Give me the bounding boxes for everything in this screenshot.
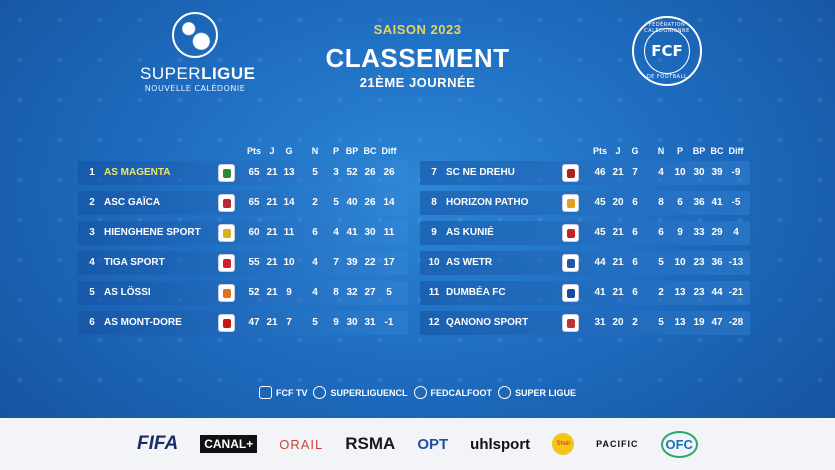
stat-bp: 52 bbox=[346, 167, 358, 178]
standing-row bbox=[78, 161, 408, 185]
stat-n: 4 bbox=[312, 257, 318, 268]
header bbox=[0, 22, 835, 90]
stat-n: 6 bbox=[312, 227, 318, 238]
stat-p: 9 bbox=[677, 227, 683, 238]
federation-logo bbox=[632, 16, 702, 86]
federation-logo-top: FÉDÉRATION CALÉDONIENNE bbox=[644, 22, 690, 34]
team-crest-icon bbox=[562, 194, 579, 212]
federation-logo-center: FCF bbox=[644, 28, 690, 74]
stat-j: 20 bbox=[612, 317, 624, 328]
standing-row bbox=[78, 251, 408, 275]
stat-bc: 44 bbox=[711, 287, 723, 298]
standing-row bbox=[420, 221, 750, 245]
federation-logo-bottom: DE FOOTBALL bbox=[646, 74, 688, 80]
stat-pts: 52 bbox=[248, 287, 260, 298]
stat-p: 4 bbox=[333, 227, 339, 238]
social-link[interactable] bbox=[259, 386, 308, 399]
stat-diff: -9 bbox=[731, 167, 741, 178]
logo-ligue: LIGUE bbox=[201, 64, 256, 83]
stat-n: 5 bbox=[312, 317, 318, 328]
stat-pts: 65 bbox=[248, 197, 260, 208]
stat-pts: 60 bbox=[248, 227, 260, 238]
stat-p: 13 bbox=[674, 317, 686, 328]
stat-p: 10 bbox=[674, 257, 686, 268]
sponsor-logo-orail: ORAIL bbox=[279, 436, 324, 452]
team-name: AS MONT-DORE bbox=[104, 317, 182, 328]
stat-j: 21 bbox=[612, 227, 624, 238]
standings-table-left bbox=[78, 143, 408, 341]
logo-subtitle: NOUVELLE CALÉDONIE bbox=[144, 84, 246, 93]
stat-g: 2 bbox=[632, 317, 638, 328]
team-crest-icon bbox=[218, 284, 235, 302]
stat-bc: 29 bbox=[711, 227, 723, 238]
rank: 6 bbox=[89, 317, 95, 328]
column-header-diff: Diff bbox=[728, 146, 744, 156]
column-header-n: N bbox=[311, 146, 319, 156]
rank: 8 bbox=[431, 197, 437, 208]
stat-n: 4 bbox=[658, 167, 664, 178]
stat-n: 4 bbox=[312, 287, 318, 298]
team-name: HORIZON PATHO bbox=[446, 197, 529, 208]
standing-row bbox=[420, 311, 750, 335]
stat-g: 6 bbox=[632, 227, 638, 238]
column-header-pts: Pts bbox=[246, 146, 261, 156]
column-header-bp: BP bbox=[345, 146, 359, 156]
team-crest-icon bbox=[218, 164, 235, 182]
stat-diff: 14 bbox=[383, 197, 395, 208]
stat-bc: 26 bbox=[364, 197, 376, 208]
stat-n: 5 bbox=[312, 167, 318, 178]
team-name: QANONO SPORT bbox=[446, 317, 529, 328]
team-name: ASC GAÏCA bbox=[104, 197, 161, 208]
standing-row bbox=[420, 281, 750, 305]
stat-g: 11 bbox=[283, 227, 295, 238]
stat-bc: 36 bbox=[711, 257, 723, 268]
column-header-g: G bbox=[285, 146, 293, 156]
team-crest-icon bbox=[218, 314, 235, 332]
stat-diff: -21 bbox=[728, 287, 744, 298]
rank: 3 bbox=[89, 227, 95, 238]
stat-p: 9 bbox=[333, 317, 339, 328]
stat-p: 8 bbox=[333, 287, 339, 298]
stat-bp: 19 bbox=[693, 317, 705, 328]
table-header bbox=[78, 143, 408, 161]
stat-pts: 55 bbox=[248, 257, 260, 268]
stat-p: 10 bbox=[674, 167, 686, 178]
stat-pts: 46 bbox=[594, 167, 606, 178]
stat-diff: 17 bbox=[383, 257, 395, 268]
stat-g: 7 bbox=[632, 167, 638, 178]
sponsor-logo-canal: CANAL+ bbox=[200, 435, 257, 453]
stat-diff: 11 bbox=[383, 227, 395, 238]
team-crest-icon bbox=[562, 314, 579, 332]
team-name: AS WETR bbox=[446, 257, 493, 268]
column-header-g: G bbox=[631, 146, 639, 156]
youtube-icon bbox=[259, 386, 272, 399]
stat-p: 5 bbox=[333, 197, 339, 208]
team-crest-icon bbox=[218, 194, 235, 212]
stat-j: 21 bbox=[612, 287, 624, 298]
stat-pts: 41 bbox=[594, 287, 606, 298]
stat-bc: 26 bbox=[364, 167, 376, 178]
stat-g: 10 bbox=[283, 257, 295, 268]
stat-bc: 41 bbox=[711, 197, 723, 208]
table-header bbox=[420, 143, 750, 161]
stat-n: 6 bbox=[658, 227, 664, 238]
stat-diff: -1 bbox=[384, 317, 394, 328]
sponsor-logo-pacific: PACIFIC bbox=[596, 439, 639, 449]
season-label: SAISON 2023 bbox=[373, 22, 462, 37]
stat-n: 8 bbox=[658, 197, 664, 208]
sponsor-logo-rsma: RSMA bbox=[345, 434, 396, 453]
column-header-n: N bbox=[657, 146, 665, 156]
web-icon bbox=[414, 386, 427, 399]
sponsor-logo-uhl: uhlsport bbox=[470, 435, 531, 453]
standings-table-right bbox=[420, 143, 750, 341]
column-header-bp: BP bbox=[692, 146, 706, 156]
rank: 1 bbox=[89, 167, 95, 178]
stat-g: 7 bbox=[286, 317, 292, 328]
rank: 2 bbox=[89, 197, 95, 208]
stat-j: 21 bbox=[266, 227, 278, 238]
stat-bp: 30 bbox=[693, 167, 705, 178]
team-name: TIGA SPORT bbox=[104, 257, 165, 268]
standing-row bbox=[78, 281, 408, 305]
stat-g: 6 bbox=[632, 257, 638, 268]
team-crest-icon bbox=[562, 254, 579, 272]
stat-bp: 41 bbox=[346, 227, 358, 238]
stat-j: 21 bbox=[612, 257, 624, 268]
stat-p: 13 bbox=[674, 287, 686, 298]
stat-j: 21 bbox=[266, 197, 278, 208]
rank: 5 bbox=[89, 287, 95, 298]
stat-diff: 26 bbox=[383, 167, 395, 178]
stat-bc: 30 bbox=[364, 227, 376, 238]
stat-bp: 23 bbox=[693, 257, 705, 268]
stat-diff: -13 bbox=[728, 257, 744, 268]
sponsor-logo-fifa: FIFA bbox=[137, 433, 179, 454]
stat-j: 21 bbox=[266, 317, 278, 328]
team-name: SC NE DREHU bbox=[446, 167, 515, 178]
rank: 4 bbox=[89, 257, 95, 268]
standing-row bbox=[78, 311, 408, 335]
stat-bp: 23 bbox=[693, 287, 705, 298]
team-name: AS KUNIÉ bbox=[446, 227, 494, 238]
social-label: SUPER LIGUE bbox=[515, 387, 577, 398]
standing-row bbox=[420, 191, 750, 215]
stat-n: 5 bbox=[658, 257, 664, 268]
social-links bbox=[0, 386, 835, 401]
stat-pts: 44 bbox=[594, 257, 606, 268]
standing-row bbox=[420, 161, 750, 185]
rank: 12 bbox=[428, 317, 440, 328]
stat-n: 2 bbox=[312, 197, 318, 208]
team-name: AS MAGENTA bbox=[104, 167, 171, 178]
sponsor-logo-ofc: OFC bbox=[661, 431, 698, 458]
standing-row bbox=[78, 191, 408, 215]
stat-pts: 45 bbox=[594, 197, 606, 208]
stat-bp: 39 bbox=[346, 257, 358, 268]
page-title: CLASSEMENT bbox=[325, 43, 510, 73]
stat-pts: 31 bbox=[594, 317, 606, 328]
column-header-pts: Pts bbox=[592, 146, 607, 156]
column-header-j: J bbox=[615, 146, 621, 156]
stat-g: 14 bbox=[283, 197, 295, 208]
sponsor-logo-opt: OPT bbox=[417, 435, 449, 453]
team-name: HIENGHENE SPORT bbox=[104, 227, 201, 238]
team-name: AS LÖSSI bbox=[104, 287, 151, 298]
stat-bc: 22 bbox=[364, 257, 376, 268]
stat-g: 13 bbox=[283, 167, 295, 178]
stat-g: 6 bbox=[632, 287, 638, 298]
stat-n: 5 bbox=[658, 317, 664, 328]
stat-bc: 47 bbox=[711, 317, 723, 328]
stat-bp: 32 bbox=[346, 287, 358, 298]
logo-super: SUPER bbox=[140, 64, 202, 83]
rank: 10 bbox=[428, 257, 440, 268]
stat-bp: 36 bbox=[693, 197, 705, 208]
column-header-p: P bbox=[676, 146, 683, 156]
stat-j: 21 bbox=[266, 287, 278, 298]
stat-p: 3 bbox=[333, 167, 339, 178]
social-link[interactable] bbox=[414, 386, 493, 399]
social-label: FEDCALFOOT bbox=[430, 387, 492, 398]
instagram-icon bbox=[313, 386, 326, 399]
stat-bp: 33 bbox=[693, 227, 705, 238]
team-crest-icon bbox=[562, 164, 579, 182]
social-link[interactable] bbox=[498, 386, 576, 399]
stat-bc: 31 bbox=[364, 317, 376, 328]
stat-bc: 27 bbox=[364, 287, 376, 298]
stat-pts: 47 bbox=[248, 317, 260, 328]
facebook-icon bbox=[498, 386, 511, 399]
column-header-p: P bbox=[332, 146, 339, 156]
stat-p: 6 bbox=[677, 197, 683, 208]
stat-pts: 65 bbox=[248, 167, 260, 178]
team-name: DUMBÉA FC bbox=[446, 287, 506, 298]
rank: 7 bbox=[431, 167, 437, 178]
column-header-bc: BC bbox=[710, 146, 724, 156]
rank: 11 bbox=[428, 287, 440, 298]
sponsor-bar bbox=[0, 418, 835, 470]
column-header-j: J bbox=[269, 146, 275, 156]
stat-bp: 30 bbox=[346, 317, 358, 328]
stat-diff: 5 bbox=[386, 287, 392, 298]
social-label: FCF TV bbox=[275, 387, 308, 398]
stat-j: 21 bbox=[612, 167, 624, 178]
standing-row bbox=[420, 251, 750, 275]
column-header-diff: Diff bbox=[381, 146, 397, 156]
stat-p: 7 bbox=[333, 257, 339, 268]
stat-pts: 45 bbox=[594, 227, 606, 238]
standing-row bbox=[78, 221, 408, 245]
stat-j: 21 bbox=[266, 167, 278, 178]
stat-g: 6 bbox=[632, 197, 638, 208]
team-crest-icon bbox=[218, 254, 235, 272]
team-crest-icon bbox=[562, 224, 579, 242]
stat-j: 20 bbox=[612, 197, 624, 208]
sponsor-logo-shell: Shell bbox=[552, 433, 574, 455]
page-subtitle: 21ÈME JOURNÉE bbox=[359, 75, 476, 90]
rank: 9 bbox=[431, 227, 437, 238]
team-crest-icon bbox=[218, 224, 235, 242]
team-crest-icon bbox=[562, 284, 579, 302]
stat-j: 21 bbox=[266, 257, 278, 268]
stat-diff: -28 bbox=[728, 317, 744, 328]
social-link[interactable] bbox=[313, 386, 407, 399]
stat-diff: -5 bbox=[731, 197, 741, 208]
stat-bp: 40 bbox=[346, 197, 358, 208]
social-label: SUPERLIGUENCL bbox=[330, 387, 408, 398]
stat-g: 9 bbox=[286, 287, 292, 298]
stat-n: 2 bbox=[658, 287, 664, 298]
column-header-bc: BC bbox=[363, 146, 377, 156]
stat-diff: 4 bbox=[733, 227, 739, 238]
stat-bc: 39 bbox=[711, 167, 723, 178]
